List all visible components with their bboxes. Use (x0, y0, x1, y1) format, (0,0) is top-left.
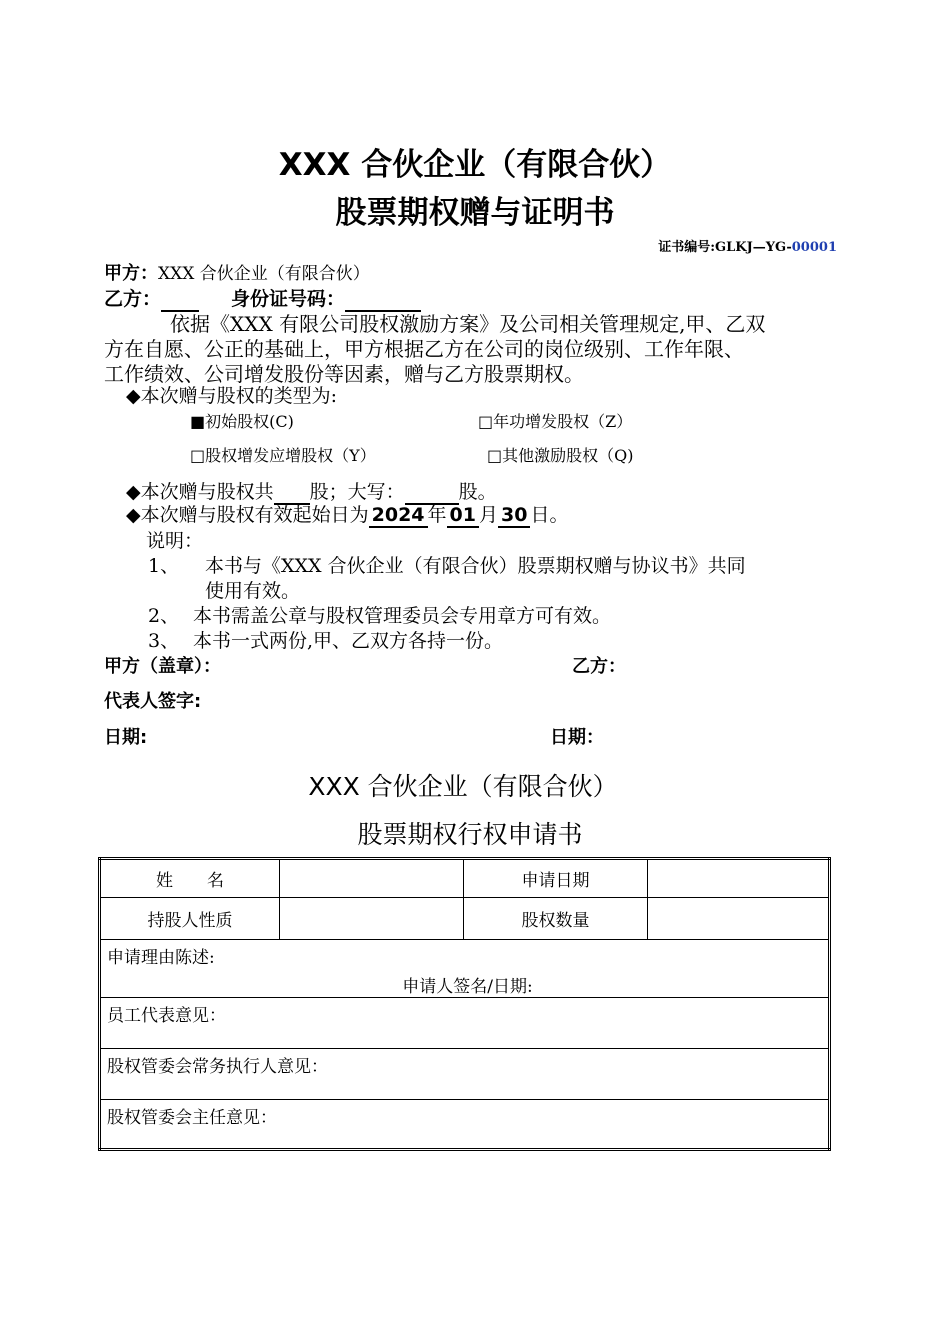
share-qty-input-cell[interactable] (648, 898, 830, 940)
chair-opinion-cell[interactable] (100, 1100, 830, 1150)
shares-suffix: 股。 (458, 481, 497, 503)
option-other[interactable] (487, 443, 634, 466)
intro-line-1: 依据《XXX 有限公司股权激励方案》及公司相关管理规定,甲、乙双 (170, 312, 766, 336)
option-label: 年功增发股权（Z） (493, 412, 633, 431)
day-value[interactable]: 30 (498, 504, 530, 528)
option-label: 其他激励股权（Q) (502, 446, 634, 465)
checkbox-checked-icon: ■ (190, 412, 206, 431)
party-a-value: XXX 合伙企业（有限合伙） (158, 264, 370, 284)
table-row (100, 1049, 830, 1100)
employee-rep-cell[interactable] (100, 998, 830, 1049)
cert-label: 证书编号:GLKJ—YG- (658, 240, 792, 255)
option-label: 股权增发应增股权（Y） (205, 446, 376, 465)
exec-opinion-label: 股权管委会常务执行人意见： (107, 1057, 328, 1077)
option-increase[interactable] (190, 443, 376, 466)
table-row (100, 1100, 830, 1150)
note-2-text: 本书需盖公章与股权管理委员会专用章方可有效。 (193, 605, 612, 627)
table-row (100, 998, 830, 1049)
month-unit: 月 (478, 504, 498, 526)
note-1-text-b: 使用有效。 (205, 580, 301, 602)
exec-opinion-cell[interactable] (100, 1049, 830, 1100)
option-label: 初始股权(C) (205, 412, 294, 431)
document-title: 股票期权赠与证明书 (335, 195, 615, 231)
holder-type-input-cell[interactable] (280, 898, 464, 940)
reason-cell[interactable] (100, 940, 830, 998)
exercise-application-table (98, 857, 831, 1151)
holder-type-label-cell: 持股人性质 (100, 898, 280, 940)
note-2-number: 2、 (148, 605, 180, 627)
company-title: XXX 合伙企业（有限合伙） (278, 147, 672, 183)
note-3-text: 本书一式两份,甲、乙双方各持一份。 (193, 630, 504, 652)
representative-sign-label: 代表人签字: (104, 691, 202, 712)
employee-rep-label: 员工代表意见： (107, 1006, 226, 1026)
cert-number-value: 00001 (791, 240, 837, 255)
intro-line-2: 方在自愿、公正的基础上，甲方根据乙方在公司的岗位级别、工作年限、 (104, 337, 744, 361)
party-a-seal-label: 甲方（盖章）： (104, 656, 221, 677)
year-unit: 年 (427, 504, 447, 526)
month-value[interactable]: 01 (447, 504, 479, 528)
date-b-label: 日期： (550, 727, 604, 748)
table-row (100, 940, 830, 998)
apply-date-input-cell[interactable] (648, 859, 830, 898)
type-heading: ◆本次赠与股权的类型为: (126, 385, 338, 407)
intro-line-3: 工作绩效、公司增发股份等因素，赠与乙方股票期权。 (104, 362, 584, 386)
effective-date-line (126, 500, 568, 528)
id-number-label: 身份证号码： (231, 288, 346, 310)
party-a-label: 甲方： (104, 263, 158, 284)
form-title: 股票期权行权申请书 (357, 820, 583, 849)
checkbox-icon: □ (190, 446, 206, 465)
name-input-cell[interactable] (280, 859, 464, 898)
applicant-sign-label: 申请人签名/日期: (402, 977, 533, 997)
note-1-text-a: 本书与《XXX 合伙企业（有限合伙）股票期权赠与协议书》共同 (205, 555, 746, 577)
party-b-label: 乙方： (104, 288, 162, 310)
date-a-label: 日期: (104, 727, 148, 748)
party-b-sign-label: 乙方： (572, 656, 626, 677)
shares-prefix: ◆本次赠与股权共 (126, 481, 274, 503)
checkbox-icon: □ (487, 446, 503, 465)
share-qty-label-cell: 股权数量 (464, 898, 648, 940)
year-value[interactable]: 2024 (369, 504, 428, 528)
option-initial[interactable] (190, 409, 294, 432)
table-row (100, 859, 830, 898)
option-seniority[interactable] (478, 409, 632, 432)
certificate-number (658, 236, 837, 255)
day-unit: 日。 (530, 504, 569, 526)
shares-mid: 股；大写： (309, 481, 405, 503)
reason-label: 申请理由陈述: (107, 948, 215, 968)
date-prefix: ◆本次赠与股权有效起始日为 (126, 504, 369, 526)
note-1-number: 1、 (148, 555, 180, 577)
party-a-line (104, 259, 370, 285)
form-company-title: XXX 合伙企业（有限合伙） (308, 772, 618, 801)
checkbox-icon: □ (478, 412, 494, 431)
name-label-cell: 姓 名 (100, 859, 280, 898)
table-row (100, 898, 830, 940)
apply-date-label-cell: 申请日期 (464, 859, 648, 898)
notes-heading: 说明： (146, 530, 204, 552)
note-3-number: 3、 (148, 630, 180, 652)
chair-opinion-label: 股权管委会主任意见： (107, 1108, 277, 1128)
